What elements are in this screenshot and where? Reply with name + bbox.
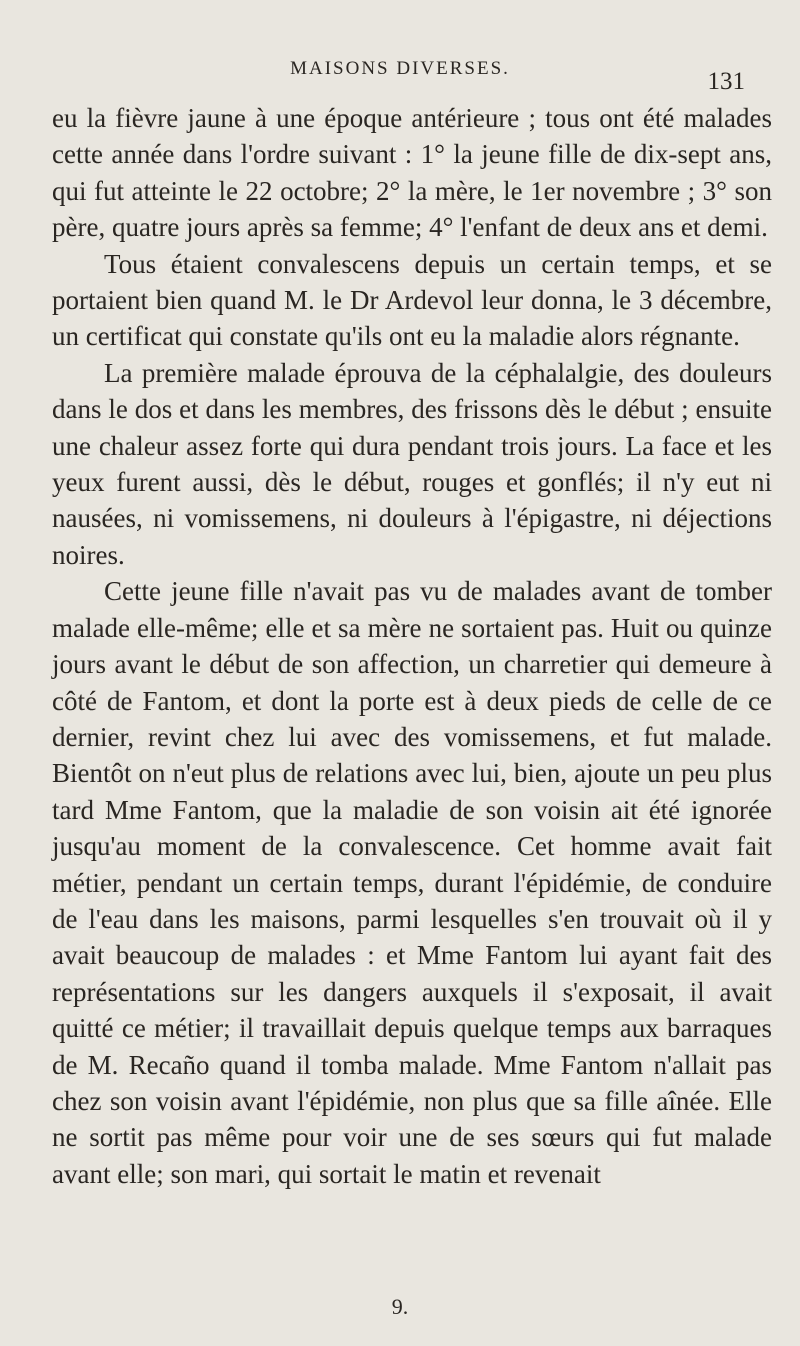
paragraph-1: eu la fièvre jaune à une époque antérieure ; tous ont été malades cette année dans l'ordre suivant : 1° la jeune fille de dix-sept ans, qui fut atteinte le 22 octobre; 2° la mère, le 1er novembre ; 3° son père, quatre jours après sa femme; 4° l'enfant de deux ans et demi. bbox=[52, 103, 772, 243]
paragraph-3: La première malade éprouva de la céphalalgie, des douleurs dans le dos et dans les membres, des frissons dès le début ; ensuite une chaleur assez forte qui dura pendant trois jours. La face et les yeux furent aussi, dès le début, rouges et gonflés; il n'y eut ni nausées, ni vomissemens, ni douleurs à l'épigastre, ni déjections noires. bbox=[52, 357, 772, 570]
running-head: MAISONS DIVERSES. bbox=[290, 58, 510, 79]
paragraph-4: Cette jeune fille n'avait pas vu de malades avant de tomber malade elle-même; elle et sa mère ne sortaient pas. Huit ou quinze jours avant le début de son affection, un charretier qui demeure à côté de Fantom, et dont la porte est à deux pieds de celle de ce dernier, revint chez lui avec des vomissemens, et fut malade. Bientôt on n'eut plus de relations avec lui, bien, ajoute un peu plus tard Mme Fantom, que la maladie de son voisin ait été ignorée jusqu'au moment de la convalescence. Cet homme avait fait métier, pendant un certain temps, durant l'épidémie, de conduire de l'eau dans les maisons, parmi lesquelles s'en trouvait où il y avait beaucoup de malades : et Mme Fantom lui ayant fait des représentations sur les dangers auxquels il s'exposait, il avait quitté ce métier; il travaillait depuis quelque temps aux barraques de M. Recaño quand il tomba malade. Mme Fantom n'allait pas chez son voisin avant l'épidémie, non plus que sa fille aînée. Elle ne sortit pas même pour voir une de ses sœurs qui fut malade avant elle; son mari, qui sortait le matin et revenait bbox=[52, 576, 772, 1189]
signature-mark: 9. bbox=[391, 1294, 409, 1319]
body-text bbox=[0, 100, 772, 1192]
page-number: 131 bbox=[707, 68, 745, 95]
paragraph-2: Tous étaient convalescens depuis un certain temps, et se portaient bien quand M. le Dr Ardevol leur donna, le 3 décembre, un certificat qui constate qu'ils ont eu la maladie alors régnante. bbox=[52, 248, 772, 352]
